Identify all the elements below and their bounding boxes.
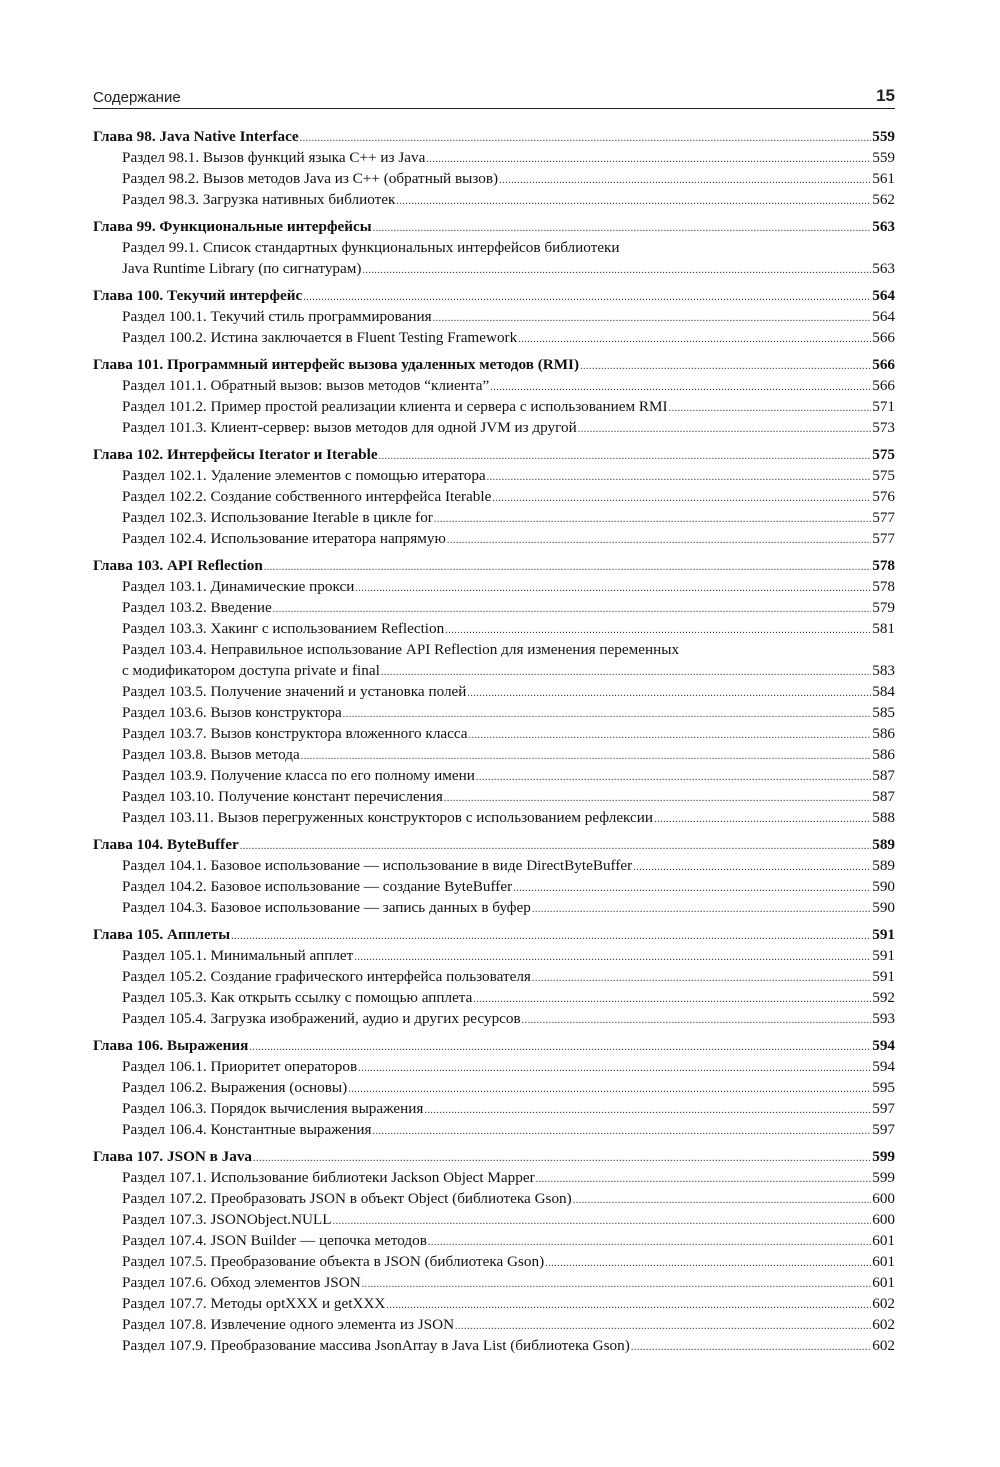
section-page-number: 597	[872, 1121, 895, 1138]
section-title: Раздел 105.1. Минимальный апплет	[122, 947, 354, 964]
toc-chapter-entry[interactable]	[93, 444, 895, 465]
section-title: Раздел 107.7. Методы optXXX и getXXX	[122, 1295, 386, 1312]
dot-leader	[631, 1337, 871, 1358]
section-page-number: 571	[872, 398, 895, 415]
toc-chapter-entry[interactable]	[93, 834, 895, 855]
section-page-number: 575	[872, 467, 895, 484]
toc-section-entry[interactable]	[93, 147, 895, 168]
page-number: 15	[876, 86, 895, 105]
toc-section-entry[interactable]	[93, 327, 895, 348]
section-page-number: 601	[872, 1232, 895, 1249]
toc-section-entry[interactable]	[93, 1077, 895, 1098]
toc-section-entry[interactable]	[93, 1008, 895, 1029]
section-title: Раздел 104.1. Базовое использование — использование в виде DirectByteBuffer	[122, 857, 633, 874]
section-page-number: 597	[872, 1100, 895, 1117]
toc-section-entry[interactable]	[93, 417, 895, 438]
dot-leader	[433, 308, 872, 329]
section-page-number: 590	[872, 899, 895, 916]
toc-section-entry[interactable]	[93, 396, 895, 417]
section-title: Раздел 107.4. JSON Builder — цепочка методов	[122, 1232, 427, 1249]
section-title: Раздел 102.3. Использование Iterable в цикле for	[122, 509, 433, 526]
section-page-number: 562	[872, 191, 895, 208]
toc-section-entry[interactable]	[93, 189, 895, 210]
section-page-number: 576	[872, 488, 895, 505]
dot-leader	[300, 128, 872, 149]
section-page-number: 566	[872, 377, 895, 394]
toc-section-entry[interactable]	[93, 765, 895, 786]
section-page-number: 586	[872, 746, 895, 763]
toc-section-entry[interactable]	[93, 576, 895, 597]
section-title: Раздел 105.4. Загрузка изображений, аудио и других ресурсов	[122, 1010, 521, 1027]
section-title: Раздел 101.1. Обратный вызов: вызов методов “клиента”	[122, 377, 490, 394]
toc-chapter-entry[interactable]	[93, 555, 895, 576]
table-of-contents	[93, 126, 895, 1356]
section-title: Раздел 106.3. Порядок вычисления выражения	[122, 1100, 424, 1117]
toc-section-entry[interactable]	[93, 966, 895, 987]
section-title-line1: Раздел 103.4. Неправильное использование API Reflection для изменения переменных	[122, 641, 680, 658]
section-title: Раздел 103.8. Вызов метода	[122, 746, 300, 763]
dot-leader	[343, 704, 871, 725]
section-page-number: 588	[872, 809, 895, 826]
section-page-number: 577	[872, 509, 895, 526]
toc-section-entry[interactable]	[93, 660, 895, 681]
chapter-title: Глава 105. Апплеты	[93, 926, 231, 943]
dot-leader	[518, 329, 871, 350]
section-page-number: 587	[872, 767, 895, 784]
section-page-number: 599	[872, 1169, 895, 1186]
section-title: Раздел 103.10. Получение констант перечисления	[122, 788, 443, 805]
section-page-number: 602	[872, 1337, 895, 1354]
dot-leader	[240, 836, 871, 857]
section-title: Раздел 103.11. Вызов перегруженных конструкторов с использованием рефлексии	[122, 809, 654, 826]
section-title: Раздел 102.4. Использование итератора напрямую	[122, 530, 446, 547]
section-title: Раздел 100.1. Текучий стиль программирования	[122, 308, 432, 325]
toc-chapter-entry[interactable]	[93, 285, 895, 306]
toc-section-entry[interactable]	[93, 306, 895, 327]
section-title: Раздел 107.3. JSONObject.NULL	[122, 1211, 332, 1228]
chapter-title: Глава 104. ByteBuffer	[93, 836, 239, 853]
dot-leader	[654, 809, 871, 830]
section-title: Раздел 105.2. Создание графического интерфейса пользователя	[122, 968, 531, 985]
section-page-number: 591	[872, 947, 895, 964]
chapter-page-number: 589	[872, 836, 895, 853]
toc-chapter	[93, 126, 895, 210]
dot-leader	[231, 926, 871, 947]
dot-leader	[428, 1232, 871, 1253]
chapter-page-number: 578	[872, 557, 895, 574]
chapter-page-number: 563	[872, 218, 895, 235]
section-page-number: 589	[872, 857, 895, 874]
chapter-title: Глава 99. Функциональные интерфейсы	[93, 218, 372, 235]
toc-chapter	[93, 555, 895, 828]
dot-leader	[545, 1253, 871, 1274]
toc-section-entry[interactable]	[93, 897, 895, 918]
section-page-number: 600	[872, 1211, 895, 1228]
section-page-number: 566	[872, 329, 895, 346]
chapter-page-number: 591	[872, 926, 895, 943]
toc-chapter-entry[interactable]	[93, 126, 895, 147]
dot-leader	[373, 1121, 872, 1142]
toc-section-entry[interactable]	[93, 1335, 895, 1356]
dot-leader	[358, 1058, 871, 1079]
section-title: Раздел 107.9. Преобразование массива JsonArray в Java List (библиотека Gson)	[122, 1337, 630, 1354]
section-page-number: 564	[872, 308, 895, 325]
chapter-title: Глава 106. Выражения	[93, 1037, 249, 1054]
dot-leader	[467, 683, 871, 704]
section-page-number: 581	[872, 620, 895, 637]
chapter-page-number: 564	[872, 287, 895, 304]
dot-leader	[487, 467, 872, 488]
section-title: Раздел 107.6. Обход элементов JSON	[122, 1274, 361, 1291]
toc-section-entry[interactable]	[93, 1119, 895, 1140]
running-head-title: Содержание	[93, 89, 181, 106]
toc-section-entry[interactable]	[93, 597, 895, 618]
section-page-number: 573	[872, 419, 895, 436]
section-page-number: 594	[872, 1058, 895, 1075]
chapter-title: Глава 103. API Reflection	[93, 557, 263, 574]
dot-leader	[633, 857, 871, 878]
dot-leader	[444, 788, 871, 809]
section-title: Раздел 101.3. Клиент-сервер: вызов методов для одной JVM из другой	[122, 419, 577, 436]
section-title: Раздел 98.2. Вызов методов Java из C++ (обратный вызов)	[122, 170, 499, 187]
toc-section-entry[interactable]	[93, 1272, 895, 1293]
dot-leader	[362, 1274, 872, 1295]
section-title: Раздел 100.2. Истина заключается в Fluent Testing Framework	[122, 329, 518, 346]
dot-leader	[373, 218, 872, 239]
section-page-number: 586	[872, 725, 895, 742]
section-page-number: 602	[872, 1316, 895, 1333]
dot-leader	[447, 530, 871, 551]
section-page-number: 591	[872, 968, 895, 985]
dot-leader	[424, 1100, 871, 1121]
toc-section-entry[interactable]	[93, 855, 895, 876]
toc-section-entry[interactable]	[93, 1167, 895, 1188]
toc-section-entry[interactable]	[93, 1314, 895, 1335]
toc-section-entry[interactable]	[93, 987, 895, 1008]
dot-leader	[445, 620, 871, 641]
dot-leader	[249, 1037, 871, 1058]
section-page-number: 587	[872, 788, 895, 805]
dot-leader	[379, 446, 872, 467]
chapter-page-number: 566	[872, 356, 895, 373]
chapter-page-number: 599	[872, 1148, 895, 1165]
chapter-title: Глава 102. Интерфейсы Iterator и Iterable	[93, 446, 378, 463]
toc-section-entry[interactable]	[93, 486, 895, 507]
section-title: Раздел 103.9. Получение класса по его полному имени	[122, 767, 475, 784]
section-title: Раздел 101.2. Пример простой реализации клиента и сервера с использованием RMI	[122, 398, 668, 415]
dot-leader	[580, 356, 871, 377]
section-title: Раздел 106.1. Приоритет операторов	[122, 1058, 358, 1075]
toc-chapter	[93, 354, 895, 438]
toc-section-entry[interactable]	[93, 258, 895, 279]
section-title: Раздел 103.5. Получение значений и установка полей	[122, 683, 467, 700]
toc-section-entry[interactable]	[93, 618, 895, 639]
toc-section-entry[interactable]	[93, 528, 895, 549]
section-title: Раздел 107.5. Преобразование объекта в JSON (библиотека Gson)	[122, 1253, 545, 1270]
dot-leader	[492, 488, 871, 509]
section-title: с модификатором доступа private и final	[122, 662, 380, 679]
toc-chapter-entry[interactable]	[93, 354, 895, 375]
toc-section-entry[interactable]	[93, 465, 895, 486]
section-title: Раздел 106.2. Выражения (основы)	[122, 1079, 348, 1096]
section-title: Раздел 98.1. Вызов функций языка C++ из Java	[122, 149, 426, 166]
toc-chapter	[93, 285, 895, 348]
dot-leader	[348, 1079, 871, 1100]
section-page-number: 578	[872, 578, 895, 595]
dot-leader	[264, 557, 871, 578]
dot-leader	[532, 968, 871, 989]
dot-leader	[386, 1295, 871, 1316]
section-title: Раздел 102.2. Создание собственного интерфейса Iterable	[122, 488, 492, 505]
dot-leader	[273, 599, 871, 620]
toc-section-entry[interactable]	[93, 1098, 895, 1119]
section-page-number: 577	[872, 530, 895, 547]
dot-leader	[532, 899, 871, 920]
dot-leader	[455, 1316, 871, 1337]
dot-leader	[490, 377, 871, 398]
section-title: Раздел 103.2. Введение	[122, 599, 272, 616]
toc-chapter-entry[interactable]	[93, 216, 895, 237]
chapter-page-number: 559	[872, 128, 895, 145]
chapter-page-number: 594	[872, 1037, 895, 1054]
section-page-number: 601	[872, 1274, 895, 1291]
toc-chapter	[93, 924, 895, 1029]
toc-chapter	[93, 216, 895, 279]
toc-chapter-entry[interactable]	[93, 924, 895, 945]
dot-leader	[381, 662, 871, 683]
dot-leader	[513, 878, 871, 899]
toc-section-entry[interactable]	[93, 723, 895, 744]
toc-section-entry[interactable]	[93, 507, 895, 528]
section-title: Раздел 107.8. Извлечение одного элемента из JSON	[122, 1316, 455, 1333]
chapter-title: Глава 100. Текучий интерфейс	[93, 287, 303, 304]
section-title: Раздел 107.2. Преобразовать JSON в объект Object (библиотека Gson)	[122, 1190, 572, 1207]
toc-section-entry[interactable]	[93, 1056, 895, 1077]
section-title: Раздел 105.3. Как открыть ссылку с помощью апплета	[122, 989, 473, 1006]
dot-leader	[426, 149, 871, 170]
section-page-number: 590	[872, 878, 895, 895]
section-page-number: 584	[872, 683, 895, 700]
toc-section-entry[interactable]	[93, 1293, 895, 1314]
section-title: Раздел 103.3. Хакинг с использованием Reflection	[122, 620, 445, 637]
toc-section-entry[interactable]	[93, 168, 895, 189]
chapter-page-number: 575	[872, 446, 895, 463]
toc-section-entry[interactable]	[93, 375, 895, 396]
toc-section-entry[interactable]	[93, 1251, 895, 1272]
dot-leader	[499, 170, 871, 191]
page-header	[93, 86, 895, 109]
toc-section-entry[interactable]	[93, 702, 895, 723]
dot-leader	[355, 578, 871, 599]
toc-chapter	[93, 444, 895, 549]
section-page-number: 561	[872, 170, 895, 187]
dot-leader	[578, 419, 872, 440]
dot-leader	[362, 260, 871, 281]
chapter-title: Глава 107. JSON в Java	[93, 1148, 253, 1165]
toc-chapter-entry[interactable]	[93, 1146, 895, 1167]
section-title: Раздел 98.3. Загрузка нативных библиотек	[122, 191, 396, 208]
toc-section-entry[interactable]	[93, 1230, 895, 1251]
dot-leader	[333, 1211, 872, 1232]
section-title-line1: Раздел 99.1. Список стандартных функциональных интерфейсов библиотеки	[122, 239, 620, 256]
dot-leader	[301, 746, 871, 767]
toc-section-entry[interactable]	[93, 807, 895, 828]
chapter-title: Глава 101. Программный интерфейс вызова удаленных методов (RMI)	[93, 356, 580, 373]
toc-section-entry[interactable]	[93, 945, 895, 966]
toc-chapter	[93, 1146, 895, 1356]
section-page-number: 593	[872, 1010, 895, 1027]
section-title: Раздел 103.7. Вызов конструктора вложенного класса	[122, 725, 468, 742]
dot-leader	[669, 398, 872, 419]
section-page-number: 601	[872, 1253, 895, 1270]
section-page-number: 600	[872, 1190, 895, 1207]
toc-section-entry[interactable]	[93, 876, 895, 897]
dot-leader	[434, 509, 871, 530]
toc-section-entry[interactable]	[93, 681, 895, 702]
toc-chapter	[93, 1035, 895, 1140]
dot-leader	[354, 947, 871, 968]
section-page-number: 583	[872, 662, 895, 679]
dot-leader	[396, 191, 871, 212]
toc-section-entry[interactable]	[93, 1209, 895, 1230]
section-page-number: 595	[872, 1079, 895, 1096]
section-title: Раздел 104.2. Базовое использование — создание ByteBuffer	[122, 878, 513, 895]
toc-chapter	[93, 834, 895, 918]
section-title: Раздел 104.3. Базовое использование — запись данных в буфер	[122, 899, 531, 916]
section-page-number: 585	[872, 704, 895, 721]
dot-leader	[303, 287, 871, 308]
toc-chapter-entry[interactable]	[93, 1035, 895, 1056]
toc-section-entry[interactable]	[93, 744, 895, 765]
dot-leader	[476, 767, 871, 788]
section-page-number: 602	[872, 1295, 895, 1312]
section-title: Раздел 107.1. Использование библиотеки Jackson Object Mapper	[122, 1169, 535, 1186]
section-page-number: 563	[872, 260, 895, 277]
section-title: Раздел 103.1. Динамические прокси	[122, 578, 355, 595]
toc-section-entry[interactable]	[93, 786, 895, 807]
section-title: Java Runtime Library (по сигнатурам)	[122, 260, 362, 277]
dot-leader	[253, 1148, 871, 1169]
dot-leader	[573, 1190, 872, 1211]
chapter-title: Глава 98. Java Native Interface	[93, 128, 299, 145]
section-page-number: 592	[872, 989, 895, 1006]
toc-section-entry[interactable]	[93, 1188, 895, 1209]
section-page-number: 579	[872, 599, 895, 616]
dot-leader	[522, 1010, 872, 1031]
dot-leader	[536, 1169, 872, 1190]
section-title: Раздел 102.1. Удаление элементов с помощью итератора	[122, 467, 486, 484]
section-title: Раздел 106.4. Константные выражения	[122, 1121, 372, 1138]
section-page-number: 559	[872, 149, 895, 166]
dot-leader	[469, 725, 872, 746]
dot-leader	[473, 989, 871, 1010]
section-title: Раздел 103.6. Вызов конструктора	[122, 704, 342, 721]
